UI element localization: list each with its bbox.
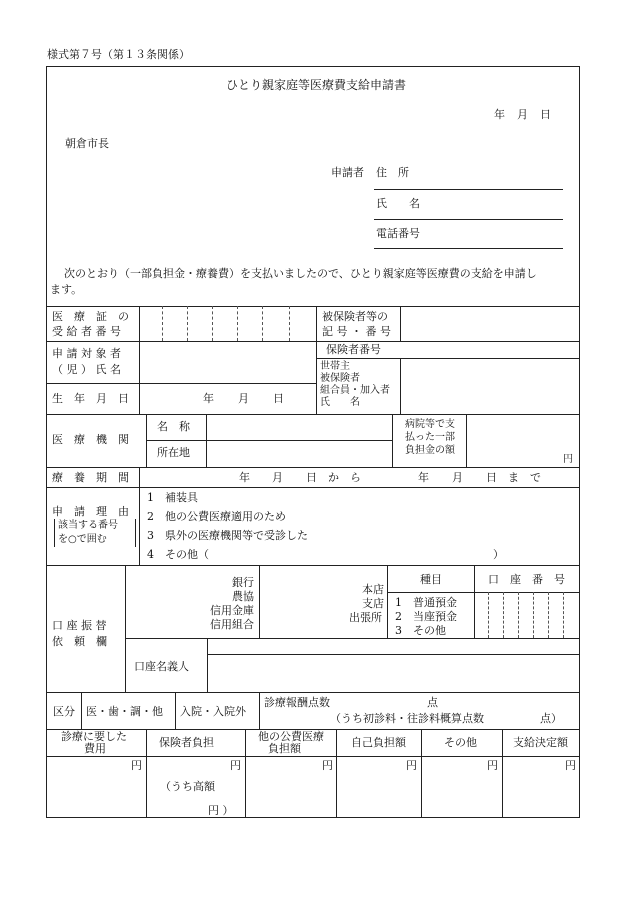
yen-other: 円 (487, 759, 498, 772)
subject-label-2: （ 児 ） 氏 名 (52, 363, 121, 376)
addressee: 朝倉市長 (65, 137, 109, 150)
applicant-phone-label: 電話番号 (376, 227, 420, 240)
branch-3: 出張所 (349, 611, 382, 624)
col-decision: 支給決定額 (513, 736, 568, 749)
kind-3: 3 その他 (395, 624, 446, 637)
insurer-number-label: 保険者番号 (326, 343, 381, 356)
inst-location-label: 所在地 (157, 446, 190, 459)
reason-4: 4 その他（ (147, 548, 209, 561)
branch-2: 支店 (362, 597, 384, 610)
kind-label: 種目 (420, 573, 442, 586)
yen-self: 円 (406, 759, 417, 772)
bank-type-1: 銀行 (232, 576, 254, 589)
col-cost-1: 診療に要した (61, 730, 127, 743)
col-self: 自己負担額 (351, 736, 406, 749)
reason-1: 1 補装具 (147, 491, 198, 504)
period-year: 年 (239, 471, 250, 484)
name-line (374, 219, 563, 220)
applicant-name-label: 氏 名 (376, 197, 420, 210)
yen-decision: 円 (565, 759, 576, 772)
cert-label-2: 受 給 者 番 号 (52, 325, 121, 338)
dob-month: 月 (238, 392, 249, 405)
reason-2: 2 他の公費医療適用のため (147, 510, 286, 523)
reason-label: 申 請 理 由 (52, 505, 129, 518)
institution-label: 医 療 機 関 (52, 433, 129, 446)
date-day: 日 (540, 108, 551, 121)
period-day-to: 日 ま で (486, 471, 541, 484)
bank-type-3: 信用金庫 (210, 604, 254, 617)
points-sub-close: 点） (540, 712, 562, 725)
inout-label: 入院・入院外 (180, 705, 246, 718)
points-sub: （うち初診料・往診料概算点数 (330, 712, 484, 725)
col-insurer: 保険者負担 (159, 736, 214, 749)
col-other: その他 (444, 736, 477, 749)
reason-3: 3 県外の医療機関等で受診した (147, 529, 308, 542)
intro-text-2: ます。 (50, 283, 83, 296)
household-4: 氏 名 (320, 397, 360, 408)
household-3: 組合員・加入者 (320, 385, 390, 396)
paid-label-1: 病院等で支 (405, 419, 455, 430)
period-month: 月 (272, 471, 283, 484)
points-label: 診療報酬点数 (264, 696, 330, 709)
paid-label-2: 払った一部 (405, 432, 455, 443)
date-year: 年 (494, 108, 505, 121)
form-id: 様式第７号（第１３条関係） (47, 48, 190, 61)
cert-label-1: 医 療 証 の (52, 310, 129, 323)
insured-label-1: 被保険者等の (322, 310, 388, 323)
household-1: 世帯主 (320, 361, 350, 372)
household-2: 被保険者 (320, 373, 360, 384)
kind-2: 2 当座預金 (395, 610, 457, 623)
period-month2: 月 (452, 471, 463, 484)
intro-text: 次のとおり（一部負担金・療養費）を支払いましたので、ひとり親家庭等医療費の支給を申請し (64, 267, 537, 280)
inst-name-label: 名 称 (157, 420, 190, 433)
yen-insurer: 円 (230, 759, 241, 772)
period-day-from: 日 か ら (306, 471, 361, 484)
address-line (374, 189, 563, 190)
col-cost-2: 費用 (84, 742, 106, 755)
branch-1: 本店 (362, 583, 384, 596)
paid-label-3: 負担金の額 (405, 445, 455, 456)
yen-cost: 円 (131, 759, 142, 772)
bank-type-4: 信用組合 (210, 618, 254, 631)
bank-type-2: 農協 (232, 590, 254, 603)
yen-other-public: 円 (322, 759, 333, 772)
dob-label: 生 年 月 日 (52, 392, 129, 405)
insured-label-2: 記 号 ・ 番 号 (322, 325, 391, 338)
period-label: 療 養 期 間 (52, 471, 129, 484)
reason-note-2: を○で囲む (58, 534, 107, 545)
high-cost-close: 円 ） (208, 804, 234, 817)
form-title: ひとり親家庭等医療費支給申請書 (226, 78, 407, 92)
bank-section-1: 口 座 振 替 (52, 619, 107, 632)
account-label: 口 座 番 号 (488, 573, 565, 586)
reason-note-1: 該当する番号 (58, 520, 118, 531)
points-unit: 点 (427, 696, 438, 709)
period-year2: 年 (418, 471, 429, 484)
category-label: 区分 (53, 705, 75, 718)
reason-close: ） (493, 548, 504, 561)
high-cost-label: （うち高額 (160, 780, 215, 793)
phone-line (374, 248, 563, 249)
kind-1: 1 普通預金 (395, 596, 457, 609)
holder-label: 口座名義人 (134, 660, 189, 673)
subject-label-1: 申 請 対 象 者 (52, 347, 121, 360)
col-other-public-2: 負担額 (268, 742, 301, 755)
dob-year: 年 (203, 392, 214, 405)
col-other-public-1: 他の公費医療 (258, 730, 324, 743)
applicant-label: 申請者 (331, 166, 364, 179)
paid-yen: 円 (563, 454, 573, 465)
bank-section-2: 依 頼 欄 (52, 635, 107, 648)
dob-day: 日 (273, 392, 284, 405)
applicant-address-label: 住 所 (376, 166, 409, 179)
category-options: 医・歯・調・他 (86, 705, 163, 718)
date-month: 月 (517, 108, 528, 121)
